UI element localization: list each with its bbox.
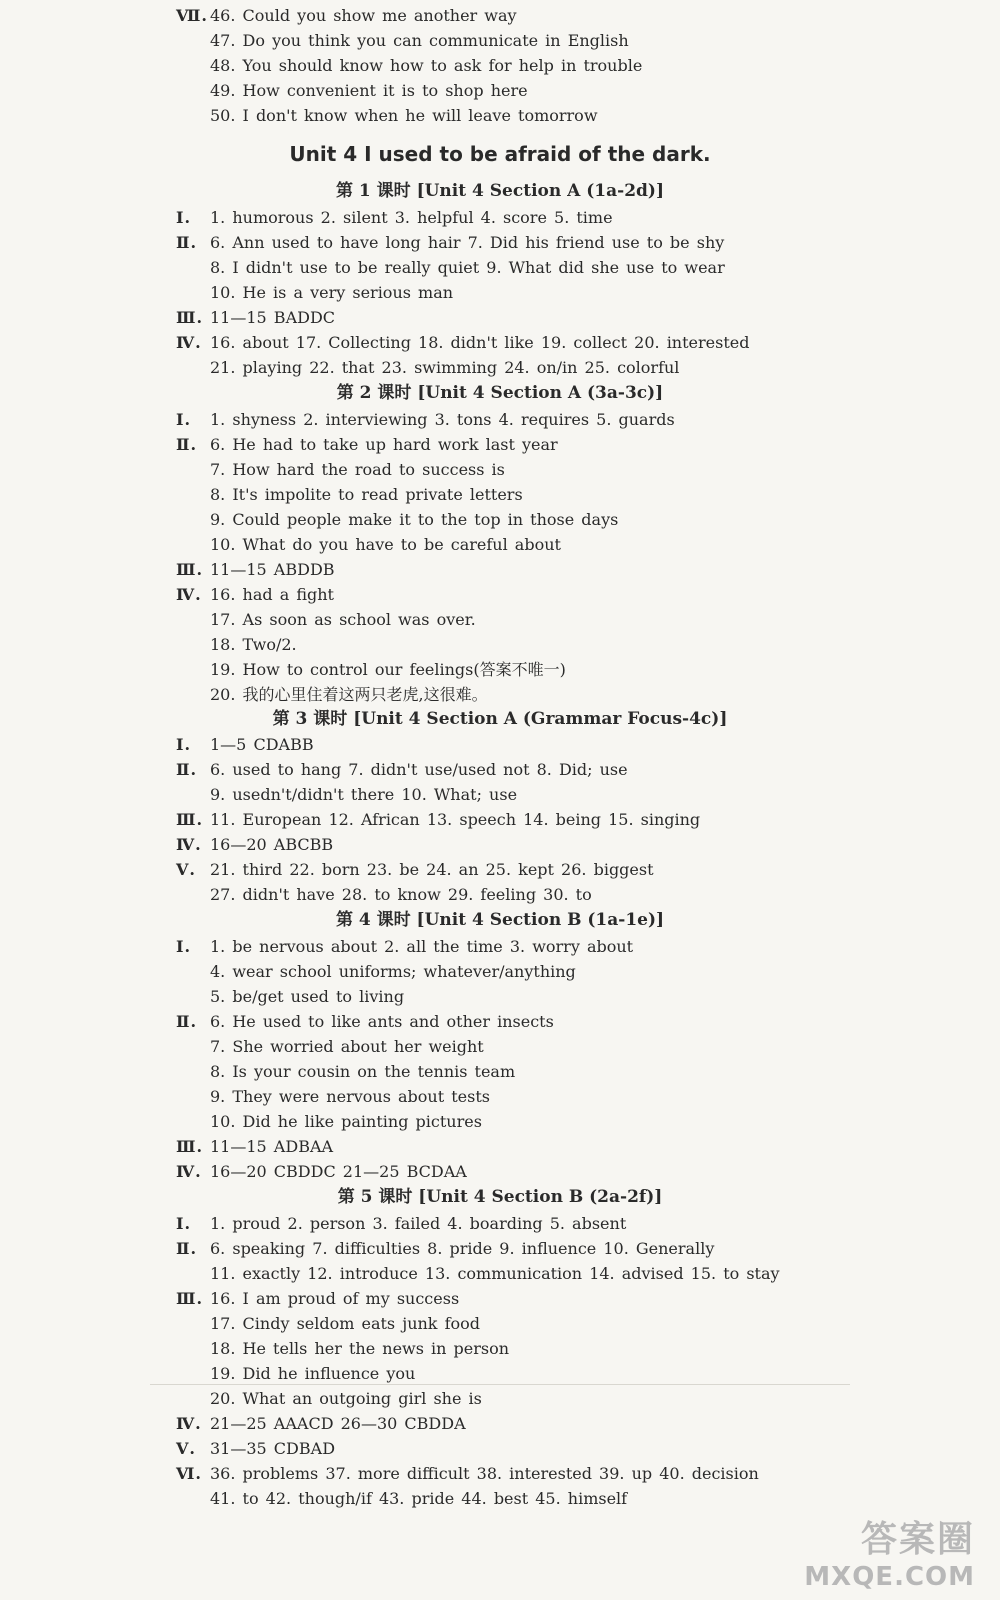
answer-text: 49. How convenient it is to shop here <box>210 81 528 100</box>
answer-text: 8. Is your cousin on the tennis team <box>210 1062 516 1081</box>
section-number: Ⅴ. <box>176 860 196 879</box>
answer-text: 16. I am proud of my success <box>210 1289 460 1308</box>
section-number: Ⅴ. <box>176 1439 196 1458</box>
answer-text: 11—15 ADBAA <box>210 1137 334 1156</box>
section-number: Ⅲ. <box>176 308 204 327</box>
answer-text: 17. As soon as school was over. <box>210 610 476 629</box>
answer-text: 1. shyness 2. interviewing 3. tons 4. requires 5. guards <box>210 410 675 429</box>
section-number: Ⅰ. <box>176 937 192 956</box>
answer-text: 6. He used to like ants and other insects <box>210 1012 554 1031</box>
answer-text: 11—15 ABDDB <box>210 560 335 579</box>
answer-text: 41. to 42. though/if 43. pride 44. best 45. himself <box>210 1489 628 1508</box>
answer-text: 21. playing 22. that 23. swimming 24. on/in 25. colorful <box>210 358 680 377</box>
answer-text: 10. Did he like painting pictures <box>210 1112 482 1131</box>
answer-text: 18. He tells her the news in person <box>210 1339 510 1358</box>
answer-text: 17. Cindy seldom eats junk food <box>210 1314 481 1333</box>
lesson-title: 第 3 课时 [Unit 4 Section A (Grammar Focus-4c)] <box>272 709 728 729</box>
page-divider <box>150 1384 850 1385</box>
lesson-title: 第 5 课时 [Unit 4 Section B (2a-2f)] <box>337 1187 663 1207</box>
answer-text: 21—25 AAACD 26—30 CBDDA <box>210 1414 466 1433</box>
section-number: Ⅶ. <box>176 6 208 25</box>
section-number: Ⅲ. <box>176 560 204 579</box>
answer-text: 10. He is a very serious man <box>210 283 454 302</box>
answer-text: 1—5 CDABB <box>210 735 314 754</box>
answer-text: 10. What do you have to be careful about <box>210 535 561 554</box>
section-number: Ⅳ. <box>176 1162 202 1181</box>
answer-text: 27. didn't have 28. to know 29. feeling 30. to <box>210 885 592 904</box>
answer-text: 1. be nervous about 2. all the time 3. worry about <box>210 937 634 956</box>
section-number: Ⅱ. <box>176 435 198 454</box>
section-number: Ⅳ. <box>176 333 202 352</box>
section-number: Ⅰ. <box>176 735 192 754</box>
answer-text: 9. usedn't/didn't there 10. What; use <box>210 785 518 804</box>
section-number: Ⅱ. <box>176 233 198 252</box>
answer-text: 4. wear school uniforms; whatever/anything <box>210 962 576 981</box>
answer-text: 7. She worried about her weight <box>210 1037 484 1056</box>
watermark-logo-text: 答案圈 <box>860 1519 975 1560</box>
section-number: Ⅰ. <box>176 410 192 429</box>
section-number: Ⅲ. <box>176 1137 204 1156</box>
answer-text: 16—20 ABCBB <box>210 835 334 854</box>
section-number: Ⅵ. <box>176 1464 202 1483</box>
answer-text: 11. European 12. African 13. speech 14. being 15. singing <box>210 810 701 829</box>
answer-text: 18. Two/2. <box>210 635 297 654</box>
answer-text: 48. You should know how to ask for help in trouble <box>210 56 643 75</box>
lesson-title: 第 1 课时 [Unit 4 Section A (1a-2d)] <box>335 181 664 201</box>
section-number: Ⅲ. <box>176 810 204 829</box>
answer-text: 9. They were nervous about tests <box>210 1087 490 1106</box>
lesson-title: 第 4 课时 [Unit 4 Section B (1a-1e)] <box>335 910 665 930</box>
section-number: Ⅳ. <box>176 585 202 604</box>
answer-text: 20. What an outgoing girl she is <box>210 1389 482 1408</box>
answer-text: 1. humorous 2. silent 3. helpful 4. score 5. time <box>210 208 613 227</box>
answer-text: 19. Did he influence you <box>210 1364 416 1383</box>
section-number: Ⅱ. <box>176 1012 198 1031</box>
section-number: Ⅱ. <box>176 1239 198 1258</box>
section-number: Ⅱ. <box>176 760 198 779</box>
watermark-url: MXQE.COM <box>804 1562 975 1592</box>
answer-text: 20. 我的心里住着这两只老虎,这很难。 <box>210 685 488 704</box>
answer-text: 36. problems 37. more difficult 38. interested 39. up 40. decision <box>210 1464 759 1483</box>
section-number: Ⅳ. <box>176 835 202 854</box>
answer-text: 11. exactly 12. introduce 13. communication 14. advised 15. to stay <box>210 1264 780 1283</box>
answer-text: 16. about 17. Collecting 18. didn't like 19. collect 20. interested <box>210 333 750 352</box>
answer-text: 46. Could you show me another way <box>210 6 517 25</box>
answer-text: 19. How to control our feelings(答案不唯一) <box>210 660 566 679</box>
lesson-title: 第 2 课时 [Unit 4 Section A (3a-3c)] <box>336 383 664 403</box>
answer-text: 8. It's impolite to read private letters <box>210 485 523 504</box>
section-number: Ⅰ. <box>176 208 192 227</box>
section-number: Ⅳ. <box>176 1414 202 1433</box>
answer-text: 50. I don't know when he will leave tomorrow <box>210 106 598 125</box>
answer-text: 47. Do you think you can communicate in English <box>210 31 629 50</box>
answer-text: 11—15 BADDC <box>210 308 336 327</box>
answer-text: 16. had a fight <box>210 585 334 604</box>
unit-title: Unit 4 I used to be afraid of the dark. <box>289 142 711 166</box>
answer-text: 16—20 CBDDC 21—25 BCDAA <box>210 1162 467 1181</box>
answer-text: 7. How hard the road to success is <box>210 460 505 479</box>
answer-text: 6. Ann used to have long hair 7. Did his friend use to be shy <box>210 233 725 252</box>
answer-text: 9. Could people make it to the top in those days <box>210 510 619 529</box>
answer-text: 6. used to hang 7. didn't use/used not 8. Did; use <box>210 760 628 779</box>
answer-text: 6. He had to take up hard work last year <box>210 435 558 454</box>
answer-text: 6. speaking 7. difficulties 8. pride 9. influence 10. Generally <box>210 1239 715 1258</box>
section-number: Ⅰ. <box>176 1214 192 1233</box>
watermark <box>804 1511 975 1592</box>
answer-text: 8. I didn't use to be really quiet 9. What did she use to wear <box>210 258 725 277</box>
answer-text: 5. be/get used to living <box>210 987 405 1006</box>
answer-text: 1. proud 2. person 3. failed 4. boarding 5. absent <box>210 1214 627 1233</box>
section-number: Ⅲ. <box>176 1289 204 1308</box>
answer-text: 31—35 CDBAD <box>210 1439 336 1458</box>
answer-text: 21. third 22. born 23. be 24. an 25. kept 26. biggest <box>210 860 654 879</box>
